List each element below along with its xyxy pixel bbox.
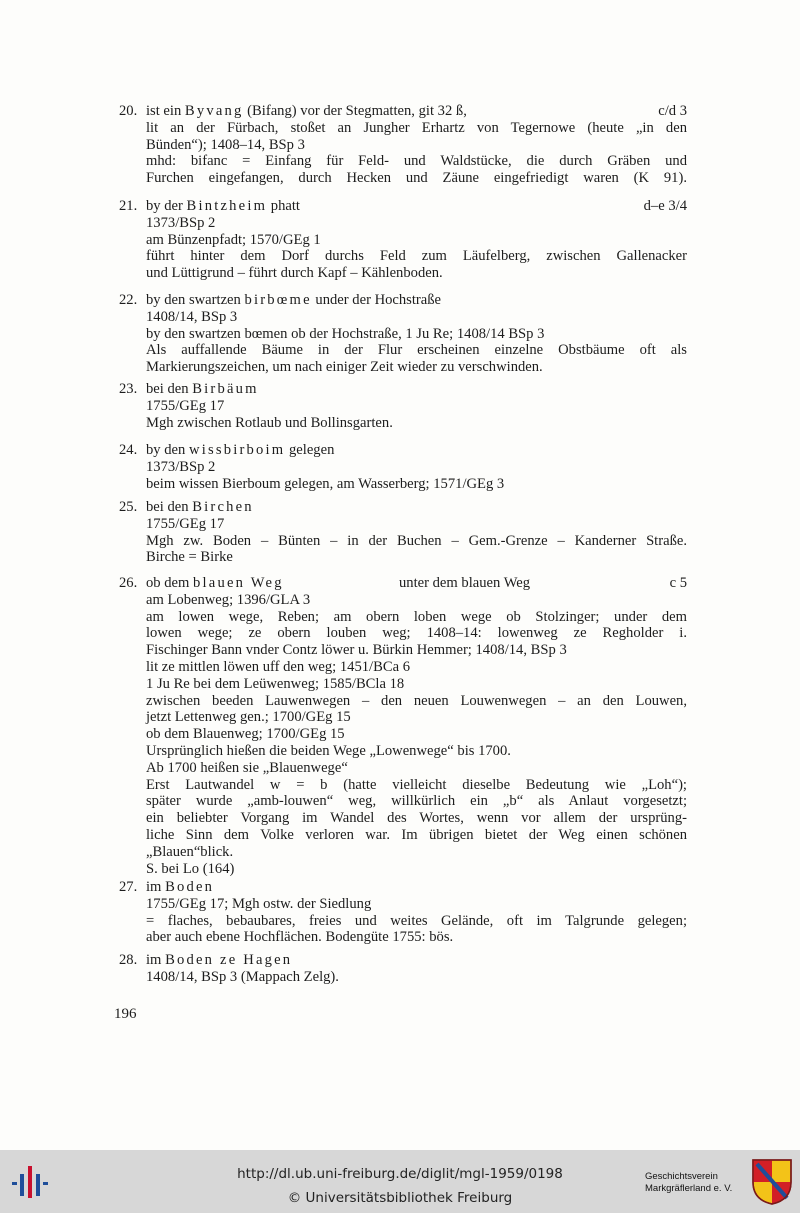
entry-text-line: jetzt Lettenweg gen.; 1700/GEg 15	[146, 709, 351, 726]
heading-prefix: ob dem	[146, 575, 194, 591]
entry-3	[119, 292, 687, 376]
field-name: birbœme	[244, 292, 312, 308]
field-name: Birbäum	[192, 381, 259, 397]
entry-text-line: Erst Lautwandel w = b (hatte vielleicht dieselbe Bedeutung wie „Loh“);	[146, 776, 687, 793]
field-name: Byvang	[184, 103, 244, 119]
field-name: Boden	[165, 879, 215, 895]
entry-text-line: 1408/14, BSp 3 (Mappach Zelg).	[146, 968, 339, 985]
heading-prefix: by den swartzen	[146, 292, 245, 308]
entry-text-line: aber auch ebene Hochflächen. Bodengüte 1755: bös.	[146, 929, 454, 946]
entry-text-line: Birche = Birke	[146, 549, 233, 566]
entry-text-line: S. bei Lo (164)	[146, 860, 235, 877]
field-name: Boden ze Hagen	[165, 952, 293, 968]
heading-prefix: ist ein	[146, 103, 185, 119]
entry-number: 24.	[119, 442, 138, 458]
entry-text-line: führt hinter dem Dorf durchs Feld zum Läufelberg, zwischen Gallenacker	[146, 248, 687, 265]
copyright-notice: © Universitätsbibliothek Freiburg	[287, 1190, 513, 1206]
entry-text-line: am lowen wege, Reben; am obern loben wege ob Stolzinger; under dem	[146, 608, 687, 625]
page-number: 196	[114, 1006, 137, 1022]
society-name-line2: Markgräflerland e. V.	[645, 1183, 733, 1194]
entry-text-line: 1373/BSp 2	[146, 458, 216, 475]
entry-number: 27.	[119, 879, 138, 895]
entry-text-line: und Lüttigrund – führt durch Kapf – Kählenboden.	[146, 265, 443, 282]
heading-suffix: phatt	[267, 198, 300, 214]
coat-of-arms-icon[interactable]	[751, 1158, 793, 1206]
entry-heading	[119, 198, 687, 215]
entry-2	[119, 198, 687, 282]
entry-number: 21.	[119, 198, 138, 214]
entry-8	[119, 879, 687, 946]
entry-number: 22.	[119, 292, 138, 308]
entry-heading	[119, 499, 687, 516]
heading-prefix: im	[146, 952, 166, 968]
entry-text-line: Bünden“); 1408–14, BSp 3	[146, 136, 305, 153]
entry-text-line: 1755/GEg 17	[146, 515, 225, 532]
entry-text-line: zwischen beeden Lauwenwegen – den neuen Louwenwegen – an den Louwen,	[146, 692, 687, 709]
entry-text-line: mhd: bifanc = Einfang für Feld- und Waldstücke, die durch Gräben und	[146, 153, 687, 170]
field-name: wissbirboim	[188, 442, 286, 458]
society-name[interactable]	[645, 1171, 732, 1195]
entry-text-line: 1755/GEg 17; Mgh ostw. der Siedlung	[146, 895, 372, 912]
heading-prefix: im	[146, 879, 166, 895]
entry-text-line: ob dem Blauenweg; 1700/GEg 15	[146, 726, 345, 743]
entry-text-line: am Bünzenpfadt; 1570/GEg 1	[146, 231, 321, 248]
entry-text-line: Mgh zw. Boden – Bünten – in der Buchen – Gem.-Grenze – Kanderner Straße.	[146, 532, 687, 549]
entry-text-line: lit an der Fürbach, stoßet an Jungher Erhartz von Tegernowe (heute „in den	[146, 119, 687, 136]
entry-text-line: = flaches, bebaubares, freies und weites Gelände, oft im Talgrunde gelegen;	[146, 912, 687, 929]
entry-heading	[119, 103, 687, 120]
heading-prefix: by den	[146, 442, 189, 458]
permalink-url[interactable]: http://dl.ub.uni-freiburg.de/diglit/mgl-1959/0198	[237, 1166, 563, 1182]
entry-text-line: Ursprünglich hießen die beiden Wege „Lowenwege“ bis 1700.	[146, 742, 511, 759]
entry-1	[119, 103, 687, 187]
entry-6	[119, 499, 687, 566]
entry-5	[119, 442, 687, 492]
entry-heading	[119, 879, 687, 896]
entry-heading	[119, 442, 687, 459]
entry-text-line: Furchen eingefangen, durch Hecken und Zäune eingefriedigt waren (K 91).	[146, 170, 687, 187]
entry-text-line: Ab 1700 heißen sie „Blauenwege“	[146, 759, 348, 776]
society-name-line1: Geschichtsverein	[645, 1171, 718, 1182]
entry-text-line: Mgh zwischen Rotlaub und Bollinsgarten.	[146, 414, 393, 431]
entry-heading	[119, 952, 687, 969]
entry-4	[119, 381, 687, 431]
entry-text-line: „Blauen“blick.	[146, 843, 234, 860]
entry-heading	[119, 292, 687, 309]
entry-text-line: Markierungszeichen, um nach einiger Zeit wieder zu verschwinden.	[146, 359, 543, 376]
entry-text-line: beim wissen Bierboum gelegen, am Wasserberg; 1571/GEg 3	[146, 475, 505, 492]
entry-text-line: 1 Ju Re bei dem Leüwenweg; 1585/BCla 18	[146, 675, 405, 692]
entry-text-line: lowen wege; ze obern louben weg; 1408–14: lowenweg ze Regholder i.	[146, 625, 687, 642]
field-name: blauen Weg	[193, 575, 284, 591]
variant-name: unter dem blauen Weg	[399, 575, 531, 591]
entry-number: 26.	[119, 575, 138, 591]
heading-suffix: gelegen	[285, 442, 335, 458]
entry-text-line: liche Sinn dem Volke verloren war. Im übrigen bietet der Weg einen schönen	[146, 826, 687, 843]
entry-number: 20.	[119, 103, 138, 119]
heading-suffix: (Bifang) vor der Stegmatten, git 32 ß,	[243, 103, 467, 119]
entry-heading	[119, 381, 687, 398]
entry-text-line: Fischinger Bann vnder Contz löwer u. Bürkin Hemmer; 1408/14, BSp 3	[146, 642, 567, 659]
entry-7	[119, 575, 687, 877]
heading-prefix: bei den	[146, 499, 193, 515]
entry-number: 28.	[119, 952, 138, 968]
entry-text-line: lit ze mittlen löwen uff den weg; 1451/BCa 6	[146, 658, 410, 675]
heading-prefix: bei den	[146, 381, 193, 397]
entry-text-line: Als auffallende Bäume in der Flur erscheinen einzelne Obstbäume oft als	[146, 342, 687, 359]
field-name: Birchen	[192, 499, 254, 515]
heading-suffix: under der Hochstraße	[311, 292, 442, 308]
entry-text-line: später wurde „amb-louwen“ weg, willkürlich ein „b“ als Anlaut vorgesetzt;	[146, 793, 687, 810]
entry-number: 23.	[119, 381, 138, 397]
map-grid-reference: c/d 3	[658, 103, 687, 119]
entry-heading	[119, 575, 687, 592]
entry-text-line: ein beliebter Vorgang im Wandel des Wortes, wenn vor allem der ursprüng-	[146, 810, 687, 827]
footer-bar	[0, 1150, 800, 1213]
heading-prefix: by der	[146, 198, 187, 214]
field-name: Bintzheim	[186, 198, 268, 214]
entry-9	[119, 952, 687, 986]
entry-text-line: 1755/GEg 17	[146, 397, 225, 414]
entry-text-line: by den swartzen bœmen ob der Hochstraße, 1 Ju Re; 1408/14 BSp 3	[146, 325, 545, 342]
map-grid-reference: c 5	[669, 575, 687, 591]
entry-text-line: 1373/BSp 2	[146, 214, 216, 231]
map-grid-reference: d–e 3/4	[643, 198, 687, 214]
entry-text-line: am Lobenweg; 1396/GLA 3	[146, 591, 311, 608]
entry-number: 25.	[119, 499, 138, 515]
entry-text-line: 1408/14, BSp 3	[146, 308, 238, 325]
